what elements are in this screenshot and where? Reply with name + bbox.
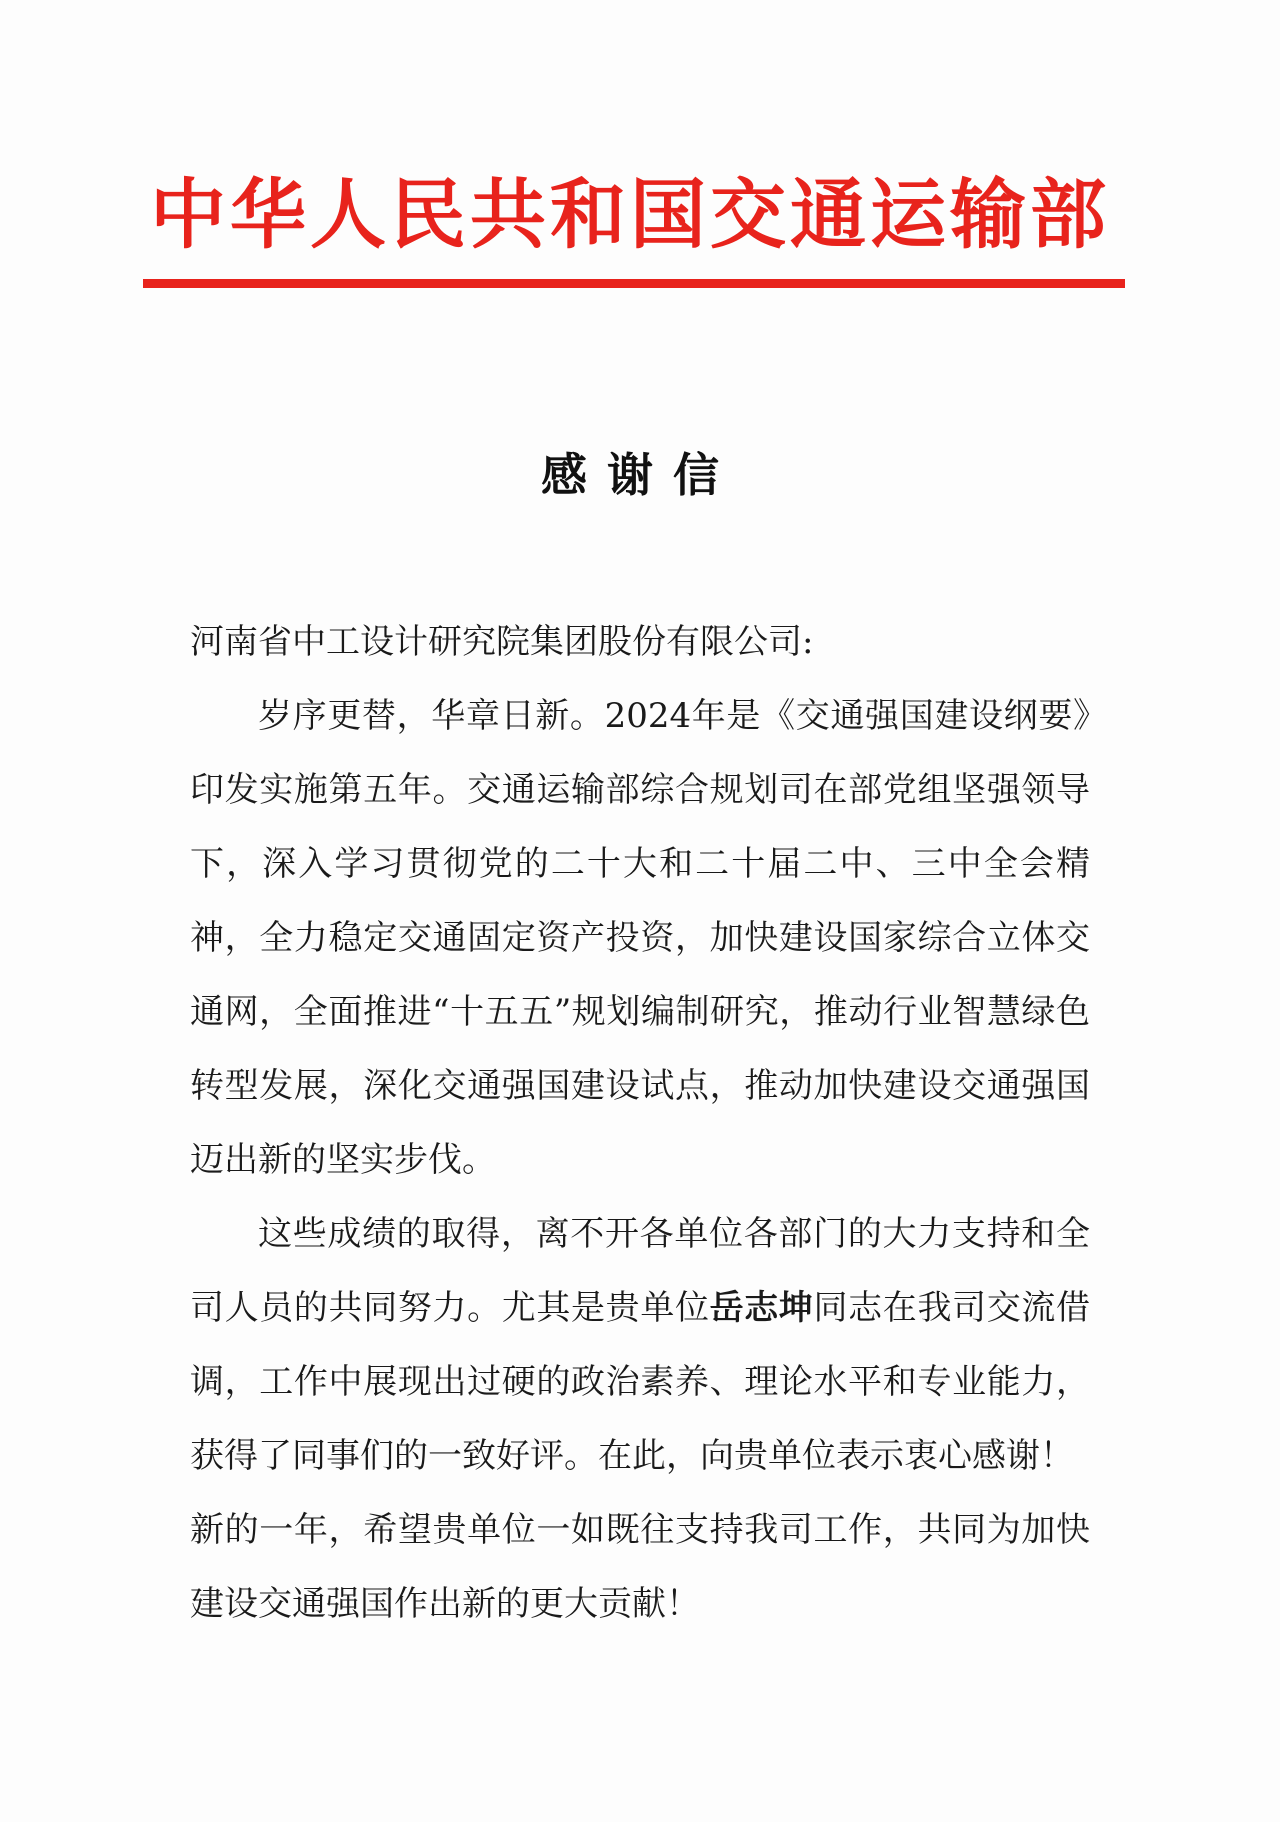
masthead-red-rule — [143, 279, 1125, 288]
paragraph-2-closing: 新的一年，希望贵单位一如既往支持我司工作，共同为加快建设交通强国作出新的更大贡献！ — [190, 1510, 1090, 1624]
letter-body — [190, 605, 1090, 1641]
paragraph-2-body: 同志在我司交流借调，工作中展现出过硬的政治素养、理论水平和专业能力，获得了同事们的一致好评。在此，向贵单位表示衷心感谢！ — [190, 1288, 1091, 1476]
salutation: 河南省中工设计研究院集团股份有限公司: — [190, 622, 814, 662]
paragraph-2 — [190, 1197, 1090, 1641]
person-name: 岳志坤 — [709, 1288, 814, 1328]
paragraph-2-intro: 这些成绩的取得，离不开各单位各部门的大力支持和全司人员的共同努力。尤其是贵单位 — [190, 1214, 1090, 1328]
masthead-org-name: 中华人民共和国交通运输部 — [150, 170, 1110, 259]
document-title: 感谢信 — [541, 448, 739, 502]
paragraph-1: 岁序更替，华章日新。2024年是《交通强国建设纲要》印发实施第五年。交通运输部综合规划司在部党组坚强领导下，深入学习贯彻党的二十大和二十届二中、三中全会精神，全力稳定交通固定资产投资，加快建设国家综合立体交通网，全面推进“十五五”规划编制研究，推动行业智慧绿色转型发展，深化交通强国建设试点，推动加快建设交通强国迈出新的坚实步伐。 — [190, 696, 1090, 1180]
